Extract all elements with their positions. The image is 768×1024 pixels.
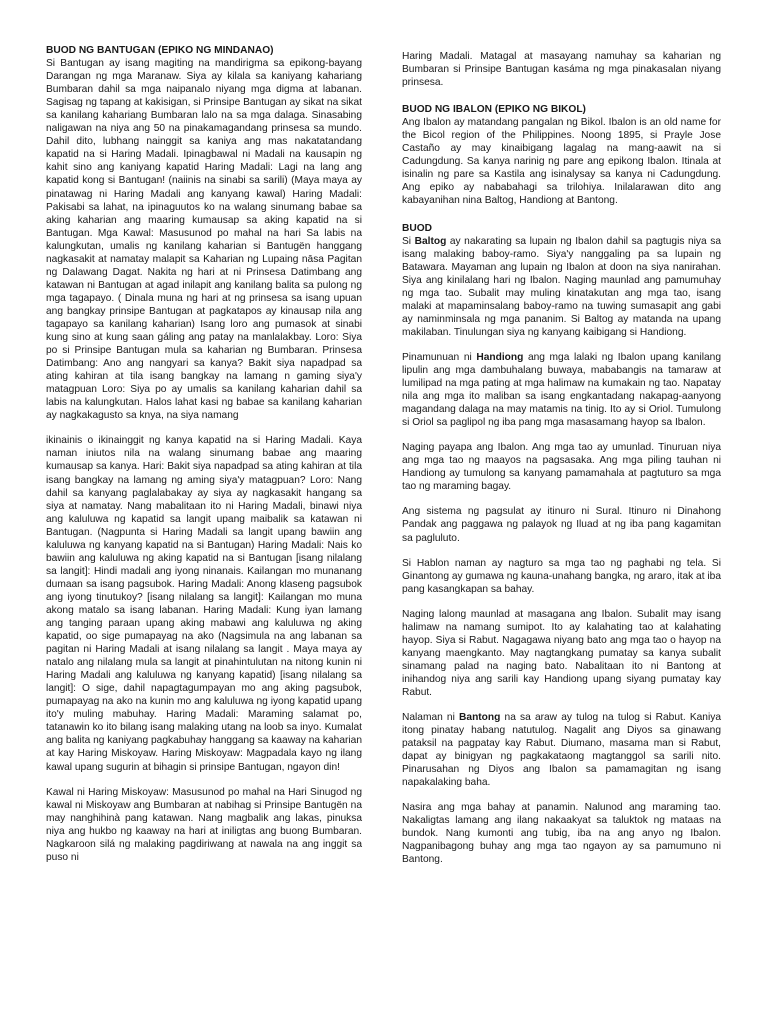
baltog-text: ay nakarating sa lupain ng Ibalon dahil sa pagtugis niya sa isang malaking baboy-ramo. Siya'y nanggaling pa sa lupain ng Batawara. Mayaman ang lupain ng Ibalon at doon na siya nanirahan. Siya ang kinilalang hari ng Ibalon. Naging maunlad ang pamumuhay ng mga tao. Subalit may muling kinatakutan ang mga tao, isang malaki at mapaminsalang baboy-ramo na tuwing sumasapit ang gabi ay naminminsala ng mga pananim. Si Baltog ay matanda na upang makilaban. Tinulungan siya ng kanyang kaibigang si Handiong.	[402, 235, 721, 338]
left-column	[46, 44, 362, 864]
bantong-name: Bantong	[459, 712, 501, 724]
sistema-paragraph: Ang sistema ng pagsulat ay itinuro ni Sural. Itinuro ni Dinahong Pandak ang paggawa ng palayok ng Iluad at ng iba pang kagamitan sa pagluluto.	[402, 506, 721, 544]
bantong-pre: Nalaman ni	[402, 712, 460, 724]
baltog-pre: Si	[402, 235, 415, 247]
rabut-paragraph: Naging lalong maunlad at masagana ang Ibalon. Subalit may isang halimaw na namang sumipot. Ito ay kalahating tao at kalahating hayop. Siya si Rabut. Nagagawa niyang bato ang mga tao o hayop na kanyang maengkanto. May nagtangkang pumatay sa kanya subalit sinamang palad na naging bato. Nabalitaan ito ni Bantong at inihandog niya ang sarili kay Handiong upang siyang pumatay kay Rabut.	[402, 608, 721, 698]
payapa-paragraph: Naging payapa ang Ibalon. Ang mga tao ay umunlad. Tinuruan niya ang mga tao ng maayos na pagsasaka. Ang mga piling tauhan ni Handiong ay tumulong sa kanyang pamamahala at pagtuturo sa mga tao ng maraming bagay.	[402, 442, 721, 493]
buod-heading: BUOD	[402, 222, 432, 234]
handiong-pre: Pinamunuan ni	[402, 351, 477, 363]
right-column	[402, 50, 721, 867]
ibalon-intro: Ang Ibalon ay matandang pangalan ng Bikol. Ibalon is an old name for the Bicol region of the Philippines. Noong 1895, si Prayle Jose Castaño ay may kinaibigang lagalag na mang-aawit na si Cadungdung. Sa kanya narinig ng pare ang epikong Ibalon. Itinala at isinalin ng pare sa Kastila ang isinalysay sa kanya ni Cadungdung. Ang epiko ay nababahagi sa trilohiya. Inilalarawan dito ang kabayanihan nina Baltog, Handiong at Bantong.	[402, 117, 721, 207]
bantugan-heading: BUOD NG BANTUGAN (EPIKO NG MINDANAO)	[46, 45, 274, 56]
handiong-paragraph	[402, 351, 721, 429]
bantugan-paragraph-3: Kawal ni Haring Miskoyaw: Masusunod po mahal na Hari Sinugod ng kawal ni Miskoyaw ang Bumbaran at nabihag si Prinsipe Bantugën na may nanghihinà pang katawan. Nang magbalik ang lakas, pinuksa niya ang hukbo ng kaaway na hari at iniligtas ang buong Bumbaran. Nagkaroon silá ng malaking pagdiriwang at nawala na ang inggit sa puso ni	[46, 786, 362, 863]
nasira-paragraph: Nasira ang mga bahay at panamin. Nalunod ang maraming tao. Nakaligtas lamang ang ilang nakaakyat sa taluktok ng mataas na bundok. Nang kumonti ang tubig, iba na ang anyo ng Ibalon. Nagpanibagong buhay ang mga tao ngayon ay sa pamumuno ni Bantong.	[402, 802, 721, 866]
bantugan-ending: Haring Madali. Matagal at masayang namuhay sa kaharian ng Bumbaran si Prinsipe Bantugan kasáma ng mga pinakasalan niyang prinsesa.	[402, 51, 721, 89]
hablon-paragraph: Si Hablon naman ay nagturo sa mga tao ng paghabi ng tela. Si Ginantong ay gumawa ng kauna-unahang bangka, ng araro, itak at iba pang kasangkapan sa bahay.	[402, 557, 721, 595]
handiong-name: Handiong	[476, 351, 524, 363]
baltog-paragraph	[402, 235, 721, 339]
handiong-text: ang mga lalaki ng Ibalon upang kanilang lipulin ang mga dambuhalang buwaya, mababangis na tamaraw at lumilipad na mga pating at mga halimaw na kumakain ng tao. Napatay nila ang mga ito maliban sa isang engkantadang nakapag-aanyong magandang dalaga na may matamis na tinig. Ito ay si Oriol. Tumulong si Oriol sa paglipol ng iba pang mga masasamang hayop sa Ibalon.	[402, 351, 721, 429]
baltog-name: Baltog	[414, 235, 447, 247]
bantugan-paragraph-2: ikinainis o ikinainggit ng kanya kapatid na si Haring Madali. Kaya naman iniutos nila na walang sinumang babae ang maaring kumausap sa kanya. Hari: Bakit siya napadpad sa ating kahiran at tila isang bangkay na lamang ng aming siya'y matagpuan? Loro: Nang dahil sa kanyang paglalabakay ay siya ay nagkasakit hangang sa siya at namatay. Nang mabalitaan ito ni Haring Madali, binawi niya ang kaluluwa ng kapatid sa langit upang maibalik sa katawan ni Bantugan. (Nagpunta si Haring Madali sa langit upang bawiin ang kaluluwa ng kanyang kapatid na si Bantugan) Haring Madali: Nais ko bawiin ang kaluluwa ng aking kapatid na si Bantugan [isang nilalang sa langit]: Hindi madali ang iyong ninanais. Kailangan mo munanang dumaan sa isang pagsubok. Haring Madali: Anong klaseng pagsubok ang iyong tinutukoy? [isang nilalang sa langit]: Kailangan mo muna akong matalo sa isang labanan. Haring Madali: Kung iyan lamang ang tanging paraan upang aking mabawi ang kaluluwa ng aking kapatid, oo sige pumapayag na ako (Nagsimula na ang labanan sa pagitan ni Haring Madali at isang nilalang sa langit . Maya maya ay natalo ang nilalang mula sa langit at pinahintulutan na nitong kunin ni Haring Madali ang kaluluwa ng kanyang kapatid) [isang nilalang sa langit]: O sige, dahil napagtagumpayan mo ang aking pagsubok, pumapayag na ako na kunin mo ang kaluluwa ng iyong kapatid upang ito'y muling mabuhay. Haring Madali: Maraming salamat po, tatanawin ko ito bilang isang malaking utang na loob sa inyo. Kumalat ang balita ng kaniyang pagkabuhay hanggang sa kaaway na kaharian at kay Haring Miskoyaw. Haring Miskoyaw: Magpadala kayo ng ilang kawal upang sugurin at bihagin si prinsipe Bantugan, ngayon din!	[46, 435, 362, 773]
bantong-paragraph	[402, 711, 721, 789]
bantong-text: na sa araw ay tulog na tulog si Rabut. Kaniya itong pinatay habang natutulog. Nagalit ang Diyos sa ginawang pataksil na pagpatay kay Rabut. Diumano, masama man si Rabut, dapat ay binigyan ng pagkakataong magtanggol sa sarili nito. Pinarusahan ng Diyos ang Ibalon sa pamamagitan ng isang napakalaking baha.	[402, 712, 721, 789]
ibalon-heading: BUOD NG IBALON (EPIKO NG BIKOL)	[402, 104, 586, 116]
bantugan-paragraph-1: Si Bantugan ay isang magiting na mandirigma sa epikong-bayang Darangan ng mga Maranaw. Siya ay kilala sa kaniyang kahariang Bumbaran dahil sa mga naipanalo niyang mga digma at labanan. Sagisag ng tapang at kakisigan, si Prinsipe Bantugan ay sikat na sikat sa kanilang kahariang Bumbaran lalo na sa mga dalaga. Sinasabing naligawan na niya ang 50 na pinakamagandang prinsesa sa mundo. Dahil dito, lubhang nainggit sa kaniya ang mas nakatatandang kapatid na si Haring Madali. Ipinagbawal ni Madali na kausapin ng kahit sino ang kaniyang kapatid Haring Madali: Lagi na lang ang kapatid kong si Bantugan! (naiinis na sinabi sa sarili) (Maya maya ay pinatawag ni Haring Madali ang kanyang kawal) Haring Madali: Pakisabi sa lahat, na ipinaguutos ko na walang sinumang babae sa aking kaharian ang maaring kumausap sa aking kapatid na si Bantugan. Mga Kawal: Masusunod po mahal na hari Sa labis na kalungkutan, umalis ng kanilang kaharian si Bantugën hanggang nagkasakit at namatay malapit sa Kaharian ng Lupaing nāsa Pagitan ng Dalawang Dagat. Nakita ng hari at ni Prinsesa Datimbang ang katawan ni Bantugan at agad inilapit ang kanilang balita sa pulong ng mga tagapayo. ( Dinala muna ng hari at ng prinsesa sa isang upuan ang bangkay prinsipe Bantugan at pagkatapos ay kinausap nila ang tagapayo sa kanilang kaharian) Isang loro ang pumasok at sinabi kung sino at kung saan gáling ang patay na manlalakbay. Loro: Siya po si Prinsipe Bantugan mula sa kaharian ng Bumbaran. Prinsesa Datimbang: Ano ang nangyari sa kanya? Bakit siya napadpad sa ating kahiran at tila isang bangkay na lamang n gaming siya'y matagpuan Loro: Siya po ay umalis sa kanilang kaharian dahil sa labis na kalungkutan. Halos lahat kasi ng babae sa kanilang kaharian ay nagkakagusto sa knya, na siya namang	[46, 58, 363, 422]
